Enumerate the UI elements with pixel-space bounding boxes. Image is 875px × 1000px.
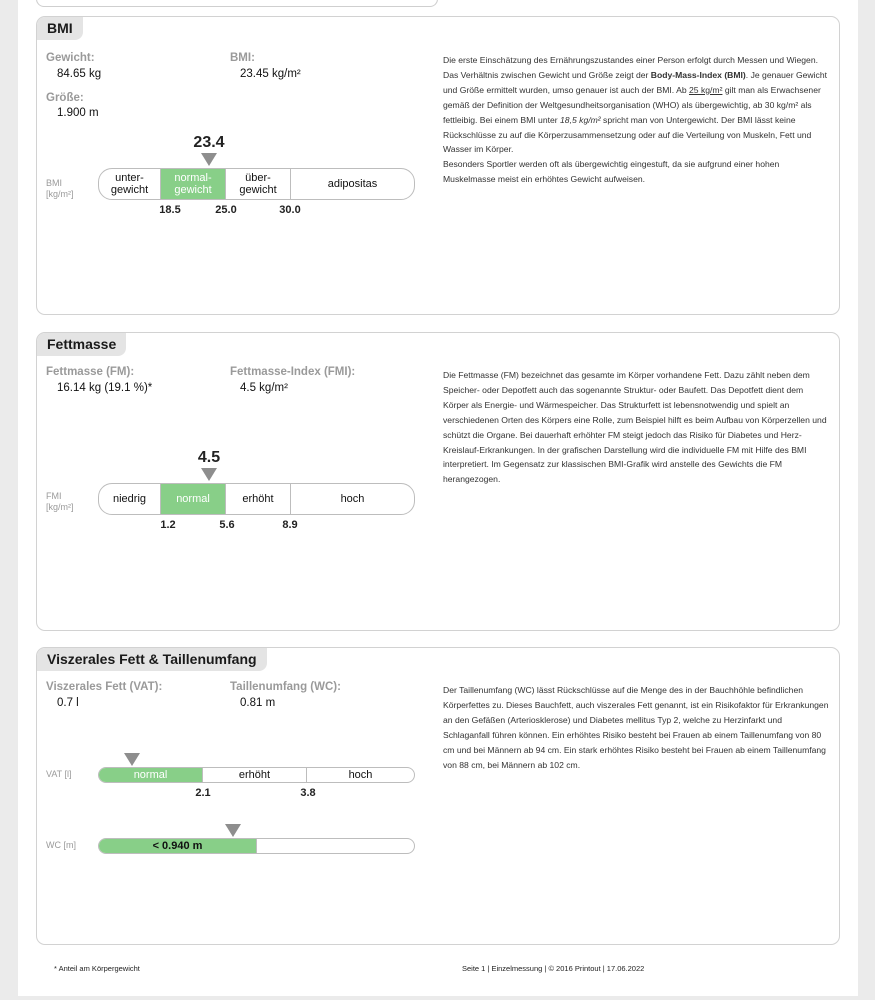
wc-segment-rest bbox=[257, 839, 414, 853]
weight-value: 84.65 kg bbox=[57, 68, 102, 80]
fmi-label: Fettmasse-Index (FMI): bbox=[230, 366, 356, 378]
fmi-tick-1: 1.2 bbox=[160, 519, 176, 531]
fat-mass-label: Fettmasse (FM): bbox=[46, 366, 135, 378]
fmi-scale-label: FMI [kg/m²] bbox=[46, 491, 74, 512]
weight-label: Gewicht: bbox=[46, 52, 95, 64]
vat-segment-normal: normal bbox=[99, 768, 203, 782]
wc-label: Taillenumfang (WC): bbox=[230, 681, 341, 693]
wc-scale-bar bbox=[98, 838, 415, 854]
bmi-segment-normal: normal- gewicht bbox=[161, 169, 226, 199]
fmi-segment-normal: normal bbox=[161, 484, 226, 514]
height-value: 1.900 m bbox=[57, 107, 99, 119]
fmi-tick-2: 5.6 bbox=[219, 519, 235, 531]
wc-scale-label: WC [m] bbox=[46, 840, 76, 850]
fmi-marker-arrow bbox=[201, 468, 217, 481]
vat-tick-1: 2.1 bbox=[195, 787, 211, 799]
bmi-tick-3: 30.0 bbox=[279, 204, 301, 216]
fmi-tick-3: 8.9 bbox=[282, 519, 298, 531]
bmi-card-title: BMI bbox=[37, 17, 83, 40]
height-label: Größe: bbox=[46, 92, 84, 104]
visceral-fat-card-title: Viszerales Fett & Taillenumfang bbox=[37, 648, 267, 671]
vat-value: 0.7 l bbox=[57, 697, 79, 709]
visceral-fat-description: Der Taillenumfang (WC) lässt Rückschlüsse auf die Menge des in der Bauchhöhle befindlichen Körperfettes zu. Dieses Bauchfett, auch viszerales Fett genannt, ist ein Risikofaktor für Erkrankungen an den Gefäßen (Arteriosklerose) und Diabetes mellitus Typ 2, welche zu Herzinfarkt und Schlaganfall führen können. Ein erhöhtes Risiko besteht bei Frauen ab einem Taillenumfang von 80 cm und bei Männern ab 94 cm. Ein stark erhöhtes Risiko besteht bei Frauen ab einem Taillenumfang von 88 cm, bei Männern ab 102 cm. bbox=[443, 685, 829, 770]
previous-card-edge bbox=[36, 0, 438, 7]
vat-segment-elevated: erhöht bbox=[203, 768, 307, 782]
footnote: * Anteil am Körpergewicht bbox=[54, 964, 140, 973]
wc-value: 0.81 m bbox=[240, 697, 276, 709]
visceral-fat-card bbox=[36, 647, 840, 945]
vat-segment-high: hoch bbox=[348, 769, 373, 781]
bmi-scale-bar bbox=[98, 168, 415, 200]
wc-segment-normal: < 0.940 m bbox=[99, 839, 257, 853]
bmi-value: 23.45 kg/m² bbox=[240, 68, 301, 80]
vat-marker-arrow bbox=[124, 753, 140, 766]
bmi-segment-obese: adipositas bbox=[327, 178, 378, 190]
fmi-segment-high: hoch bbox=[340, 493, 365, 505]
bmi-segment-overweight: über- gewicht bbox=[226, 169, 291, 199]
vat-scale-bar bbox=[98, 767, 415, 783]
fat-mass-card-title: Fettmasse bbox=[37, 333, 126, 356]
fmi-value: 4.5 kg/m² bbox=[240, 382, 288, 394]
bmi-description: Die erste Einschätzung des Ernährungszustandes einer Person erfolgt durch Messen und Wiegen. Das Verhältnis zwischen Gewicht und Größe zeigt der Body-Mass-Index (BMI). Je genauer Gewicht und Größe ermittelt wurden, umso genauer ist auch der BMI. Ab 25 kg/m² gilt man als Erwachsener gemäß der Definition der Weltgesundheitsorganisation (WHO) als übergewichtig, ab 30 kg/m² als fettleibig. Bei einem BMI unter 18,5 kg/m² spricht man von Untergewicht. Der BMI lässt keine Rückschlüsse zu auf die Körperzusammensetzung oder auf die Verteilung von Muskeln, Fett und Wasser im Körper. Besonders Sportler werden oft als übergewichtig eingestuft, da sie aufgrund einer hohen Muskelmasse meist ein erhöhtes Gewicht aufweisen. bbox=[443, 55, 828, 185]
vat-scale-label: VAT [l] bbox=[46, 769, 72, 779]
page-footer: Seite 1 | Einzelmessung | © 2016 Printout | 17.06.2022 bbox=[462, 964, 645, 973]
bmi-scale-label: BMI [kg/m²] bbox=[46, 178, 74, 199]
wc-marker-arrow bbox=[225, 824, 241, 837]
fmi-scale-bar bbox=[98, 483, 415, 515]
vat-label: Viszerales Fett (VAT): bbox=[46, 681, 163, 693]
fmi-marker-value: 4.5 bbox=[197, 449, 221, 466]
fat-mass-card bbox=[36, 332, 840, 631]
bmi-label: BMI: bbox=[230, 52, 255, 64]
fmi-segment-low: niedrig bbox=[99, 484, 161, 514]
report-page bbox=[18, 0, 858, 996]
fmi-segment-elevated: erhöht bbox=[226, 484, 291, 514]
bmi-marker-value: 23.4 bbox=[193, 134, 225, 151]
vat-tick-2: 3.8 bbox=[300, 787, 316, 799]
bmi-tick-2: 25.0 bbox=[215, 204, 237, 216]
fat-mass-value: 16.14 kg (19.1 %)* bbox=[57, 382, 153, 394]
bmi-card bbox=[36, 16, 840, 315]
fat-mass-description: Die Fettmasse (FM) bezeichnet das gesamte im Körper vorhandene Fett. Dazu zählt neben dem Speicher- oder Depotfett auch das sogenannte Struktur- oder Baufett. Das Depotfett dient dem Körper als Energie- und Wärmespeicher. Das Strukturfett ist lebensnotwendig und spielt an verschiedenen Orten des Körpers eine Rolle, zum Beispiel hilft es beim Aufbau von Körperzellen und schützt die Organe. Bei dauerhaft erhöhter FM steigt jedoch das Risiko für Diabetes und Herz-Kreislauf-Erkrankungen. In der grafischen Darstellung wird die individuelle FM mit Hilfe des BMI interpretiert. Im Gegensatz zur klassischen BMI-Grafik wird anstelle des Gewichts die FM herangezogen. bbox=[443, 370, 827, 485]
bmi-tick-1: 18.5 bbox=[159, 204, 181, 216]
bmi-segment-underweight: unter- gewicht bbox=[99, 169, 161, 199]
bmi-marker-arrow bbox=[201, 153, 217, 166]
